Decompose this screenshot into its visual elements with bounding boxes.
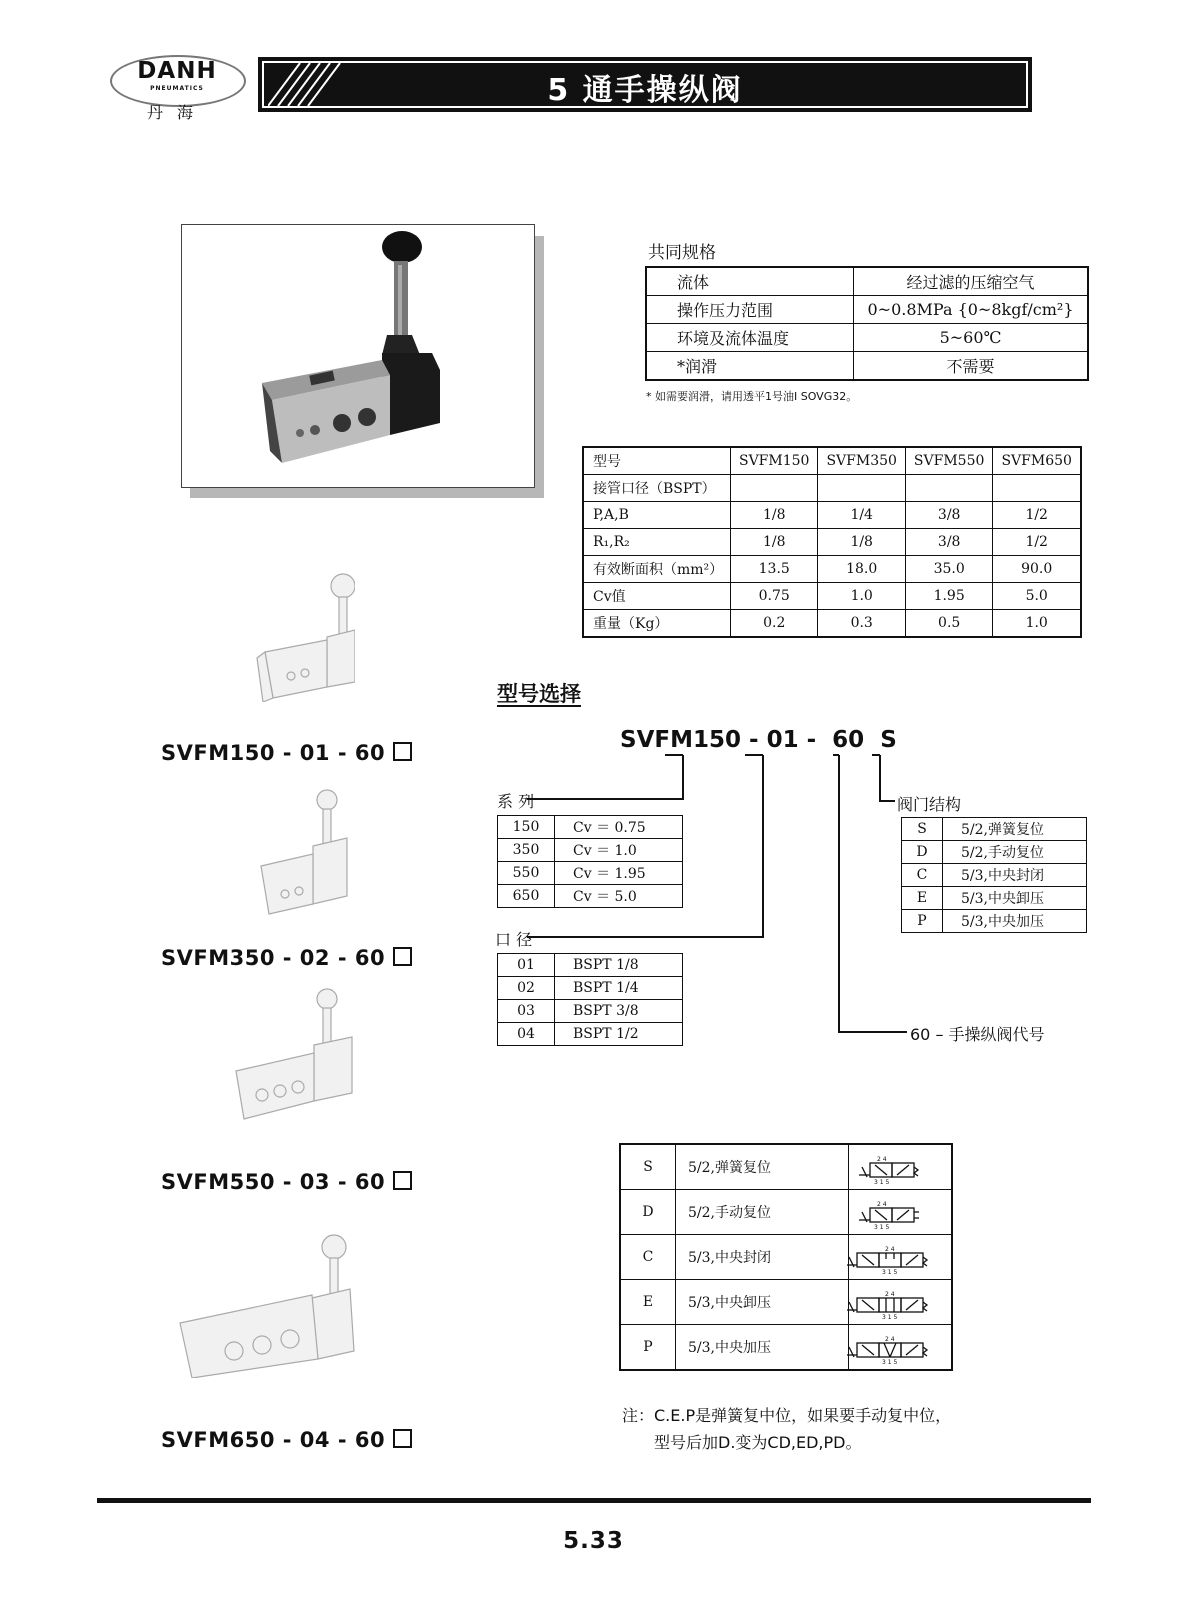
table-row: 03 BSPT 3/8 [498, 1000, 683, 1023]
valve-svfm350-icon [255, 786, 355, 916]
table-row: P 5/3,中央加压 [902, 910, 1087, 933]
symbol-53-exhaust-icon [847, 1291, 927, 1321]
footer-rule [97, 1498, 1091, 1503]
table-row: 操作压力范围 0~0.8MPa {0~8kgf/cm²} [646, 296, 1088, 324]
structure-table [901, 817, 1087, 933]
table-row: 04 BSPT 1/2 [498, 1023, 683, 1046]
series-table [497, 815, 683, 908]
lubrication-note: * 如需要润滑，请用透平1号油I SOVG32。 [646, 390, 858, 403]
table-row: 550 Cv ＝ 1.95 [498, 862, 683, 885]
valve-svfm650-icon [174, 1233, 364, 1378]
code-structure: S [880, 727, 897, 753]
svg-text:2 4: 2 4 [877, 1201, 887, 1208]
page-title: 5 通手操纵阀 [547, 73, 743, 108]
product-label-svfm650: SVFM650 - 04 - 60 [161, 1428, 412, 1452]
table-row: 接管口径（BSPT） [583, 475, 1081, 502]
symbol-53-closed-icon [847, 1246, 927, 1276]
table-row: C 5/3,中央封闭 [620, 1235, 952, 1280]
checkbox-icon [393, 742, 412, 761]
selection-title: 型号选择 [497, 682, 581, 706]
code-series: SVFM150 [620, 727, 741, 753]
table-row: R₁,R₂ 1/8 1/8 3/8 1/2 [583, 529, 1081, 556]
brand-subtitle: PNEUMATICS [150, 85, 204, 92]
table-row: *润滑 不需要 [646, 352, 1088, 381]
table-row: E 5/3,中央卸压 [620, 1280, 952, 1325]
table-row: 重量（Kg） 0.2 0.3 0.5 1.0 [583, 610, 1081, 638]
table-row: 150 Cv ＝ 0.75 [498, 816, 683, 839]
brand-logo: DANH [137, 58, 217, 84]
table-row: E 5/3,中央卸压 [902, 887, 1087, 910]
valve-svfm550-icon [228, 985, 358, 1123]
table-row: C 5/3,中央封闭 [902, 864, 1087, 887]
pneumatic-symbols [845, 1143, 955, 1373]
table-row: Cv值 0.75 1.0 1.95 5.0 [583, 583, 1081, 610]
table-row: 01 BSPT 1/8 [498, 954, 683, 977]
code-dash: - [749, 727, 759, 753]
series-label: 系 列 [497, 792, 535, 811]
symbol-52-manual-icon [859, 1201, 919, 1231]
table-row: S 5/2,弹簧复位 [620, 1144, 952, 1190]
port-label: 口 径 [495, 930, 533, 949]
symbol-52-spring-icon [859, 1156, 918, 1186]
table-row: 650 Cv ＝ 5.0 [498, 885, 683, 908]
checkbox-icon [393, 1429, 412, 1448]
code-port: 01 [766, 727, 799, 753]
table-row: 350 Cv ＝ 1.0 [498, 839, 683, 862]
common-spec-title: 共同规格 [648, 243, 716, 263]
port-table [497, 953, 683, 1046]
svg-text:2 4: 2 4 [885, 1291, 895, 1298]
product-label-svfm550: SVFM550 - 03 - 60 [161, 1170, 412, 1194]
footnote-line-2: 型号后加D.变为CD,ED,PD。 [654, 1433, 862, 1452]
table-row: 有效断面积（mm²） 13.5 18.0 35.0 90.0 [583, 556, 1081, 583]
table-row: P,A,B 1/8 1/4 3/8 1/2 [583, 502, 1081, 529]
structure-label: 阀门结构 [897, 795, 962, 814]
product-label-svfm150: SVFM150 - 01 - 60 [161, 741, 412, 765]
svg-text:2 4: 2 4 [885, 1336, 895, 1343]
svg-text:3 1 5: 3 1 5 [882, 1314, 898, 1321]
svg-text:3 1 5: 3 1 5 [882, 1359, 898, 1366]
table-row: P 5/3,中央加压 [620, 1325, 952, 1371]
table-row: S 5/2,弹簧复位 [902, 818, 1087, 841]
product-label-svfm350: SVFM350 - 02 - 60 [161, 946, 412, 970]
brand-chinese-name: 丹海 [146, 103, 207, 122]
table-row: D 5/2,手动复位 [902, 841, 1087, 864]
table-row: 02 BSPT 1/4 [498, 977, 683, 1000]
table-header-row: 型号 SVFM150 SVFM350 SVFM550 SVFM650 [583, 447, 1081, 475]
page-number: 5.33 [563, 1528, 624, 1554]
table-row: 流体 经过滤的压缩空气 [646, 267, 1088, 296]
footnote [622, 1402, 951, 1456]
checkbox-icon [393, 1171, 412, 1190]
symbol-53-pressure-icon [847, 1336, 927, 1366]
svg-text:3 1 5: 3 1 5 [874, 1179, 890, 1186]
valve-svfm150-icon [255, 572, 355, 702]
footnote-line-1: 注：C.E.P是弹簧复中位，如果要手动复中位， [622, 1406, 952, 1425]
checkbox-icon [393, 947, 412, 966]
code-type: 60 [832, 727, 865, 753]
svg-text:2 4: 2 4 [885, 1246, 895, 1253]
svg-text:2 4: 2 4 [877, 1156, 887, 1163]
table-row: D 5/2,手动复位 [620, 1190, 952, 1235]
table-row: 环境及流体温度 5~60℃ [646, 324, 1088, 352]
svg-text:3 1 5: 3 1 5 [882, 1269, 898, 1276]
svg-text:3 1 5: 3 1 5 [874, 1224, 890, 1231]
code-dash: - [806, 727, 817, 753]
code-note: 60 – 手操纵阀代号 [910, 1025, 1045, 1044]
